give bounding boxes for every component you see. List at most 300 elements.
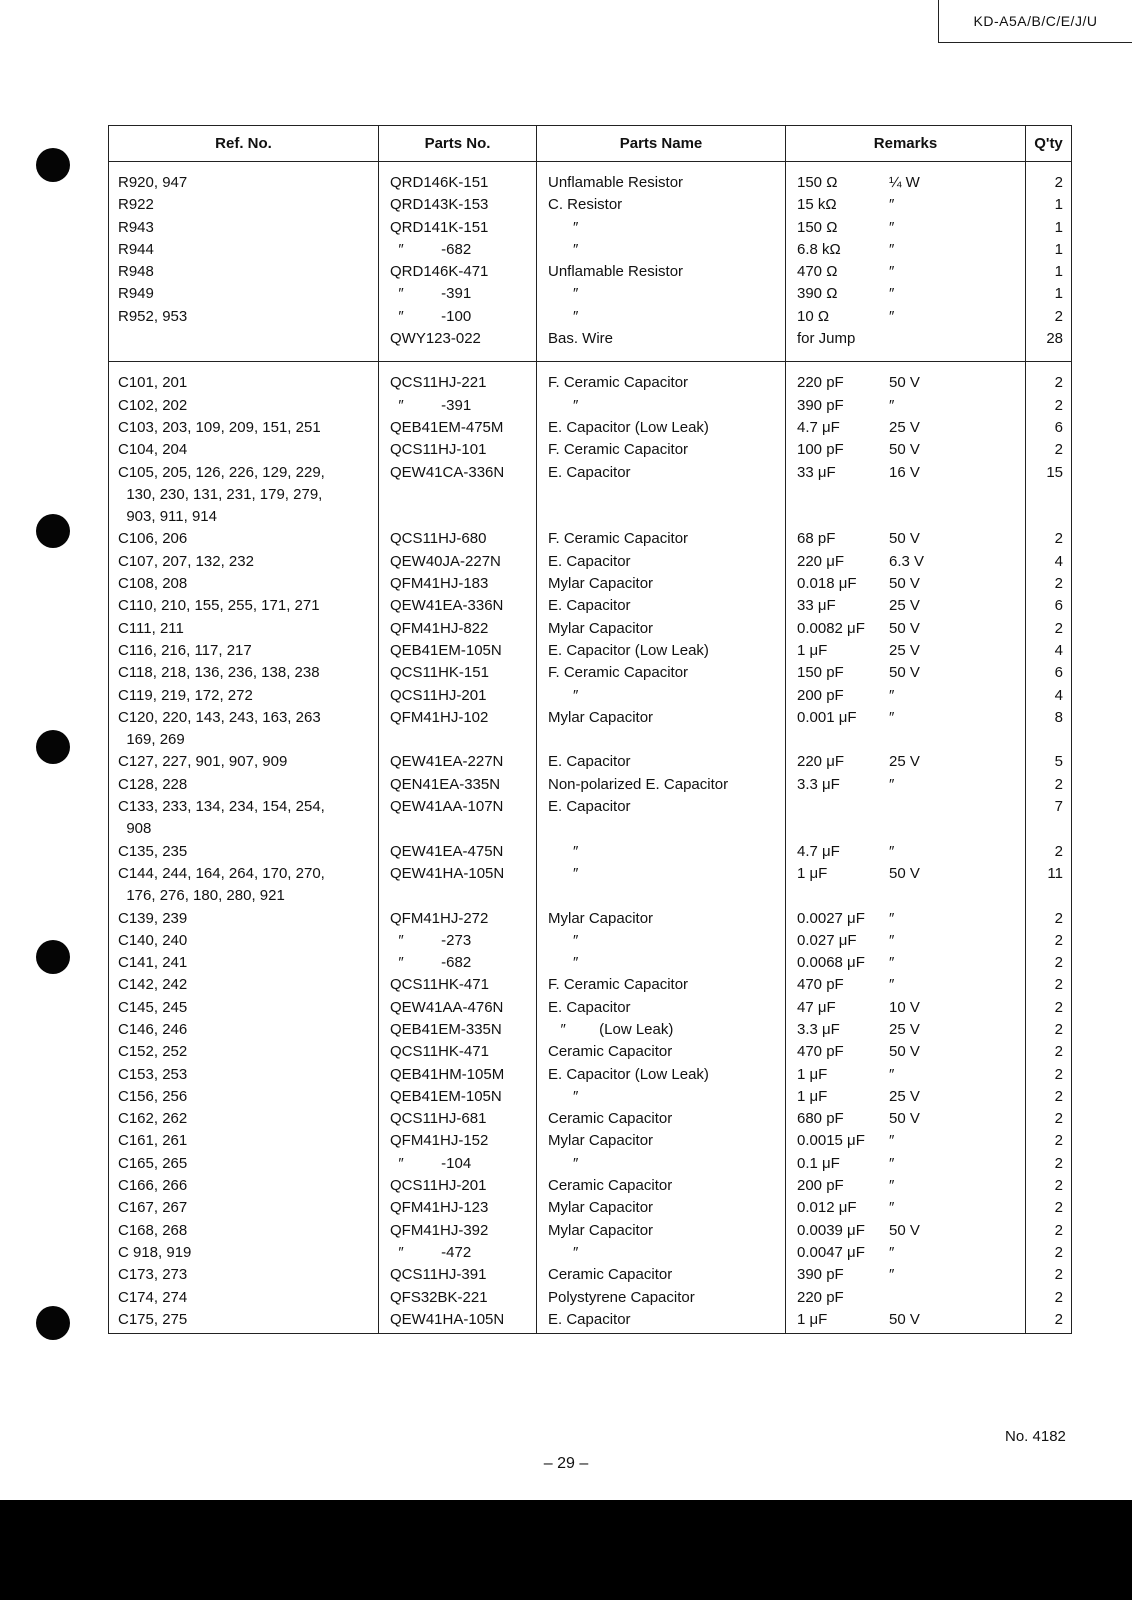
qty-cell: 2 (1054, 619, 1063, 637)
remarks-cell (786, 1043, 1025, 1065)
ref-no-cell: C 918, 919 (118, 1243, 192, 1261)
remarks-rating: ″ (889, 954, 895, 972)
qty-cell: 2 (1054, 998, 1063, 1016)
parts-no-cell: QEB41EM-335N (390, 1020, 502, 1038)
qty-cell: 6 (1054, 664, 1063, 682)
parts-no-cell: QCS11HK-471 (390, 976, 489, 994)
parts-name-cell: E. Capacitor (548, 998, 631, 1016)
parts-no-cell: QEB41HM-105M (390, 1065, 505, 1083)
col-header-parts-no: Parts No. (379, 126, 537, 161)
ref-no-cell: C116, 216, 117, 217 (118, 641, 252, 659)
remarks-value: 33 μF (797, 597, 836, 615)
remarks-cell (786, 709, 1025, 731)
remarks-rating: 50 V (889, 864, 920, 882)
parts-name-cell (537, 820, 785, 842)
remarks-cell (786, 441, 1025, 463)
remarks-cell (786, 285, 1025, 307)
remarks-cell (786, 397, 1025, 419)
parts-name-cell: Mylar Capacitor (548, 708, 654, 726)
parts-name-cell: E. Capacitor (548, 463, 631, 481)
remarks-cell (786, 597, 1025, 619)
ref-no-cell: C106, 206 (118, 530, 188, 548)
remarks-value: 1 μF (797, 1310, 828, 1328)
parts-name-cell: ″ (548, 931, 579, 949)
qty-cell: 2 (1054, 575, 1063, 593)
remarks-rating: ″ (889, 775, 895, 793)
remarks-value: 390 pF (797, 1266, 844, 1284)
parts-no-cell: QEW41CA-336N (390, 463, 505, 481)
parts-name-cell: Ceramic Capacitor (548, 1266, 673, 1284)
remarks-cell (786, 1266, 1025, 1288)
ref-no-cell: C101, 201 (118, 374, 188, 392)
parts-no-cell: QFM41HJ-392 (390, 1221, 489, 1239)
remarks-cell (786, 1088, 1025, 1110)
parts-no-cell: QFM41HJ-272 (390, 909, 489, 927)
remarks-cell (786, 753, 1025, 775)
section-gap (537, 352, 785, 374)
parts-name-cell (537, 508, 785, 530)
remarks-cell (786, 843, 1025, 865)
ref-no-cell: C161, 261 (118, 1132, 188, 1150)
remarks-cell (786, 196, 1025, 218)
parts-no-cell (379, 887, 536, 909)
remarks-cell (786, 1066, 1025, 1088)
section-divider (109, 361, 1071, 362)
remarks-cell (786, 1244, 1025, 1266)
binder-hole-4 (36, 940, 70, 974)
parts-no-cell: QEW41HA-105N (390, 1310, 505, 1328)
remarks-value: 0.0068 μF (797, 954, 865, 972)
remarks-cell (786, 776, 1025, 798)
remarks-value: 0.0039 μF (797, 1221, 865, 1239)
remarks-cell (786, 1021, 1025, 1043)
qty-cell: 15 (1046, 463, 1063, 481)
qty-cell (1026, 887, 1071, 909)
binder-hole-2 (36, 514, 70, 548)
parts-name-cell: F. Ceramic Capacitor (548, 374, 689, 392)
remarks-cell (786, 1110, 1025, 1132)
ref-no-cell: C102, 202 (118, 396, 188, 414)
remarks-cell (786, 1155, 1025, 1177)
ref-no-cell: 176, 276, 180, 280, 921 (118, 887, 285, 905)
qty-cell (1026, 820, 1071, 842)
remarks-rating: 50 V (889, 1043, 920, 1061)
remarks-value: 100 pF (797, 441, 844, 459)
remarks-rating: 25 V (889, 753, 920, 771)
parts-name-cell: C. Resistor (548, 196, 623, 214)
parts-name-cell: F. Ceramic Capacitor (548, 664, 689, 682)
parts-name-cell: Ceramic Capacitor (548, 1110, 673, 1128)
parts-name-cell: ″ (548, 285, 579, 303)
remarks-value: 33 μF (797, 463, 836, 481)
parts-name-cell: E. Capacitor (548, 753, 631, 771)
remarks-value: 0.0015 μF (797, 1132, 865, 1150)
remarks-rating: 6.3 V (889, 552, 925, 570)
qty-cell (1026, 508, 1071, 530)
remarks-rating: 50 V (889, 1110, 920, 1128)
remarks-value: 0.001 μF (797, 708, 857, 726)
remarks-cell (786, 1311, 1025, 1333)
ref-no-cell: C139, 239 (118, 909, 188, 927)
parts-name-cell: ″ (548, 686, 579, 704)
remarks-rating: ″ (889, 1199, 895, 1217)
remarks-cell (786, 508, 1025, 530)
remarks-rating: ″ (889, 909, 895, 927)
remarks-value: 0.027 μF (797, 931, 857, 949)
qty-cell: 4 (1054, 641, 1063, 659)
remarks-cell (786, 1289, 1025, 1311)
remarks-rating: ¼ W (889, 174, 920, 191)
remarks-rating: ″ (889, 1266, 895, 1284)
remarks-cell (786, 219, 1025, 241)
qty-cell: 2 (1054, 1177, 1063, 1195)
qty-cell: 11 (1047, 864, 1063, 882)
remarks-rating: 50 V (889, 575, 920, 593)
qty-cell (1026, 731, 1071, 753)
remarks-rating: 50 V (889, 441, 920, 459)
parts-no-cell: QRD146K-151 (390, 174, 489, 191)
remarks-rating: 25 V (889, 641, 920, 659)
remarks-value: 0.018 μF (797, 575, 857, 593)
parts-no-cell: QFM41HJ-123 (390, 1199, 489, 1217)
ref-no-cell: C152, 252 (118, 1043, 188, 1061)
ref-no-cell: R920, 947 (118, 174, 188, 191)
remarks-value: 220 μF (797, 552, 844, 570)
remarks-cell (786, 798, 1025, 820)
ref-no-cell: C119, 219, 172, 272 (118, 686, 253, 704)
parts-name-cell: Unflamable Resistor (548, 174, 684, 191)
remarks-cell (786, 731, 1025, 753)
remarks-value: 4.7 μF (797, 842, 840, 860)
parts-no-cell: ″ -472 (390, 1243, 472, 1261)
parts-name-cell: Non-polarized E. Capacitor (548, 775, 729, 793)
qty-cell: 2 (1054, 1043, 1063, 1061)
remarks-rating: ″ (889, 218, 895, 236)
remarks-rating: ″ (889, 285, 895, 303)
remarks-cell (786, 330, 1025, 352)
qty-cell: 2 (1054, 1288, 1063, 1306)
ref-no-cell: C153, 253 (118, 1065, 188, 1083)
remarks-cell (786, 887, 1025, 909)
parts-name-cell: Polystyrene Capacitor (548, 1288, 695, 1306)
parts-no-cell: QCS11HJ-221 (390, 374, 487, 392)
ref-no-cell: R943 (118, 218, 154, 236)
parts-name-cell: ″ (548, 307, 579, 325)
remarks-value: 15 kΩ (797, 196, 837, 214)
parts-name-cell: ″ (548, 218, 579, 236)
remarks-rating: 50 V (889, 530, 920, 548)
parts-no-cell: QEB41EM-105N (390, 641, 502, 659)
qty-cell: 2 (1054, 530, 1063, 548)
parts-no-cell: QCS11HK-471 (390, 1043, 489, 1061)
remarks-rating: ″ (889, 1065, 895, 1083)
remarks-cell (786, 1222, 1025, 1244)
ref-no-cell: C167, 267 (118, 1199, 188, 1217)
remarks-rating: ″ (889, 307, 895, 325)
document-number: No. 4182 (1005, 1428, 1066, 1445)
parts-list-table (108, 125, 1072, 1334)
ref-no-cell: R922 (118, 196, 154, 214)
ref-no-cell: C141, 241 (118, 954, 188, 972)
remarks-cell (786, 464, 1025, 486)
parts-no-cell (379, 486, 536, 508)
qty-cell: 2 (1054, 976, 1063, 994)
parts-no-cell: QRD141K-151 (390, 218, 489, 236)
parts-name-cell: ″ (548, 842, 579, 860)
remarks-value: 68 pF (797, 530, 836, 548)
remarks-value: 680 pF (797, 1110, 844, 1128)
remarks-rating: 10 V (889, 998, 920, 1016)
ref-no-cell: C175, 275 (118, 1310, 188, 1328)
ref-no-cell: 908 (118, 820, 152, 838)
remarks-rating: 50 V (889, 1310, 920, 1328)
remarks-cell (786, 553, 1025, 575)
ref-no-cell: C166, 266 (118, 1177, 188, 1195)
scan-border (0, 1500, 1132, 1600)
parts-no-cell (379, 820, 536, 842)
parts-no-cell: QCS11HJ-680 (390, 530, 487, 548)
remarks-cell (786, 308, 1025, 330)
ref-no-cell: C107, 207, 132, 232 (118, 552, 254, 570)
qty-cell: 6 (1054, 418, 1063, 436)
parts-no-cell: QFM41HJ-183 (390, 575, 489, 593)
remarks-cell (786, 241, 1025, 263)
parts-no-cell: QEW41AA-476N (390, 998, 504, 1016)
binder-hole-1 (36, 148, 70, 182)
ref-no-cell: C110, 210, 155, 255, 171, 271 (118, 597, 320, 615)
ref-no-cell: C104, 204 (118, 441, 188, 459)
parts-no-cell: ″ -682 (390, 954, 472, 972)
remarks-value: 0.012 μF (797, 1199, 857, 1217)
remarks-cell (786, 642, 1025, 664)
parts-name-cell (537, 887, 785, 909)
qty-cell (1026, 486, 1071, 508)
parts-no-cell: QCS11HJ-101 (390, 441, 487, 459)
ref-no-cell: R948 (118, 263, 154, 281)
parts-name-cell: E. Capacitor (548, 597, 631, 615)
parts-name-cell: E. Capacitor (Low Leak) (548, 641, 709, 659)
remarks-value: 3.3 μF (797, 1020, 840, 1038)
ref-no-cell: C118, 218, 136, 236, 138, 238 (118, 664, 320, 682)
parts-no-cell: QCS11HJ-201 (390, 686, 487, 704)
remarks-rating: 50 V (889, 374, 920, 392)
qty-cell: 2 (1054, 1199, 1063, 1217)
qty-cell: 2 (1054, 1065, 1063, 1083)
parts-no-cell: QEN41EA-335N (390, 775, 501, 793)
parts-no-cell: QRD146K-471 (390, 263, 489, 281)
parts-name-cell: ″ (548, 864, 579, 882)
remarks-value: 1 μF (797, 641, 828, 659)
ref-no-cell: C105, 205, 126, 226, 129, 229, (118, 463, 325, 481)
remarks-value: 470 pF (797, 976, 844, 994)
ref-no-cell: C120, 220, 143, 243, 163, 263 (118, 708, 321, 726)
parts-name-cell: F. Ceramic Capacitor (548, 976, 689, 994)
parts-name-cell: E. Capacitor (Low Leak) (548, 418, 709, 436)
binder-hole-3 (36, 730, 70, 764)
remarks-rating: 25 V (889, 1087, 920, 1105)
remarks-value: 390 pF (797, 396, 844, 414)
remarks-rating: 25 V (889, 1020, 920, 1038)
parts-no-cell: QFM41HJ-102 (390, 708, 489, 726)
ref-no-cell: C174, 274 (118, 1288, 188, 1306)
remarks-value: 6.8 kΩ (797, 240, 841, 258)
ref-no-cell: C108, 208 (118, 575, 188, 593)
qty-cell: 1 (1054, 218, 1063, 236)
remarks-rating: ″ (889, 263, 895, 281)
parts-name-cell: F. Ceramic Capacitor (548, 441, 689, 459)
parts-no-cell: ″ -273 (390, 931, 472, 949)
parts-no-cell: QFM41HJ-152 (390, 1132, 489, 1150)
parts-name-cell: Ceramic Capacitor (548, 1177, 673, 1195)
ref-no-cell: R952, 953 (118, 307, 188, 325)
qty-cell: 2 (1054, 1221, 1063, 1239)
qty-cell: 2 (1054, 1020, 1063, 1038)
parts-name-cell: ″ (548, 240, 579, 258)
remarks-cell (786, 486, 1025, 508)
ref-no-cell: 130, 230, 131, 231, 179, 279, (118, 485, 323, 503)
col-header-qty: Q'ty (1034, 135, 1063, 152)
parts-no-cell: QFS32BK-221 (390, 1288, 488, 1306)
parts-name-column (537, 162, 786, 1333)
binder-hole-5 (36, 1306, 70, 1340)
qty-cell: 1 (1054, 285, 1063, 303)
parts-no-cell: ″ -682 (390, 240, 472, 258)
qty-cell: 2 (1054, 1132, 1063, 1150)
section-gap (786, 352, 1025, 374)
ref-no-cell: R949 (118, 285, 154, 303)
ref-no-cell: C165, 265 (118, 1154, 188, 1172)
remarks-value: 0.0027 μF (797, 909, 865, 927)
section-gap (1026, 352, 1071, 374)
qty-cell: 2 (1054, 1266, 1063, 1284)
ref-no-cell: C145, 245 (118, 998, 188, 1016)
remarks-value: 1 μF (797, 864, 828, 882)
qty-cell: 2 (1054, 842, 1063, 860)
remarks-cell (786, 865, 1025, 887)
ref-no-cell: C168, 268 (118, 1221, 188, 1239)
parts-no-cell (379, 731, 536, 753)
remarks-rating: 50 V (889, 664, 920, 682)
qty-cell: 8 (1054, 708, 1063, 726)
model-number: KD-A5A/B/C/E/J/U (938, 0, 1132, 43)
parts-no-cell: QWY123-022 (390, 330, 481, 348)
remarks-value: 0.0047 μF (797, 1243, 865, 1261)
parts-name-cell: E. Capacitor (548, 1310, 631, 1328)
remarks-value: 150 pF (797, 664, 844, 682)
remarks-rating: ″ (889, 686, 895, 704)
ref-no-cell: R944 (118, 240, 154, 258)
remarks-rating: ″ (889, 1132, 895, 1150)
remarks-value: 10 Ω (797, 307, 830, 325)
ref-no-cell: 903, 911, 914 (118, 508, 217, 526)
qty-cell: 2 (1054, 307, 1063, 325)
parts-name-cell: E. Capacitor (548, 798, 631, 816)
parts-name-cell: ″ (548, 396, 579, 414)
qty-cell: 2 (1054, 441, 1063, 459)
parts-no-cell (379, 508, 536, 530)
parts-no-cell: QRD143K-153 (390, 196, 489, 214)
parts-no-cell: QEB41EM-105N (390, 1087, 502, 1105)
qty-cell: 4 (1054, 552, 1063, 570)
parts-name-cell: E. Capacitor (Low Leak) (548, 1065, 709, 1083)
ref-no-cell (109, 330, 378, 352)
remarks-value: 220 pF (797, 1288, 844, 1306)
remarks-cell (786, 976, 1025, 998)
ref-no-cell: C128, 228 (118, 775, 188, 793)
remarks-cell (786, 1177, 1025, 1199)
remarks-cell (786, 575, 1025, 597)
remarks-rating: 50 V (889, 619, 920, 637)
ref-no-cell: C173, 273 (118, 1266, 188, 1284)
col-header-ref-no: Ref. No. (109, 126, 379, 161)
parts-name-cell: F. Ceramic Capacitor (548, 530, 689, 548)
remarks-value: 1 μF (797, 1087, 828, 1105)
ref-no-cell: C127, 227, 901, 907, 909 (118, 753, 288, 771)
parts-name-cell: Ceramic Capacitor (548, 1043, 673, 1061)
remarks-cell (786, 820, 1025, 842)
qty-cell: 2 (1054, 909, 1063, 927)
remarks-cell (786, 999, 1025, 1021)
parts-no-cell: QEB41EM-475M (390, 418, 504, 436)
ref-no-cell: C135, 235 (118, 842, 188, 860)
remarks-cell (786, 374, 1025, 396)
qty-cell: 2 (1054, 174, 1063, 191)
qty-cell: 2 (1054, 1310, 1063, 1328)
qty-cell: 7 (1054, 798, 1063, 816)
parts-name-cell: ″ (Low Leak) (548, 1020, 674, 1038)
parts-name-cell: Mylar Capacitor (548, 1221, 654, 1239)
parts-no-cell: ″ -391 (390, 285, 472, 303)
parts-name-cell: Mylar Capacitor (548, 1199, 654, 1217)
remarks-value: 220 pF (797, 374, 844, 392)
parts-name-cell (537, 486, 785, 508)
table-header (109, 126, 1071, 162)
page-number: – 29 – (543, 1455, 589, 1472)
remarks-value: 200 pF (797, 686, 844, 704)
parts-no-cell: QEW41AA-107N (390, 798, 504, 816)
remarks-value: 200 pF (797, 1177, 844, 1195)
qty-cell: 2 (1054, 775, 1063, 793)
qty-cell: 2 (1054, 1110, 1063, 1128)
remarks-rating: ″ (889, 931, 895, 949)
parts-no-cell: QEW41EA-336N (390, 597, 504, 615)
remarks-value: 150 Ω (797, 218, 838, 236)
ref-no-cell: 169, 269 (118, 731, 185, 749)
remarks-value: 47 μF (797, 998, 836, 1016)
ref-no-cell: C103, 203, 109, 209, 151, 251 (118, 418, 321, 436)
remarks-rating: ″ (889, 976, 895, 994)
remarks-value: 390 Ω (797, 285, 838, 303)
remarks-rating: ″ (889, 1243, 895, 1261)
remarks-value: 4.7 μF (797, 418, 840, 436)
remarks-cell (786, 530, 1025, 552)
remarks-value: 3.3 μF (797, 775, 840, 793)
col-header-parts-name: Parts Name (537, 126, 786, 161)
parts-name-cell: ″ (548, 1087, 579, 1105)
remarks-rating: 50 V (889, 1221, 920, 1239)
remarks-cell (786, 910, 1025, 932)
parts-name-cell: Bas. Wire (548, 330, 614, 348)
ref-no-cell: C133, 233, 134, 234, 154, 254, (118, 798, 325, 816)
remarks-rating: ″ (889, 1154, 895, 1172)
parts-no-cell: QCS11HJ-391 (390, 1266, 487, 1284)
remarks-cell (786, 419, 1025, 441)
parts-name-cell: ″ (548, 1154, 579, 1172)
remarks-cell (786, 620, 1025, 642)
ref-no-cell: C111, 211 (118, 619, 184, 637)
remarks-rating: ″ (889, 842, 895, 860)
parts-no-cell: QEW41HA-105N (390, 864, 505, 882)
